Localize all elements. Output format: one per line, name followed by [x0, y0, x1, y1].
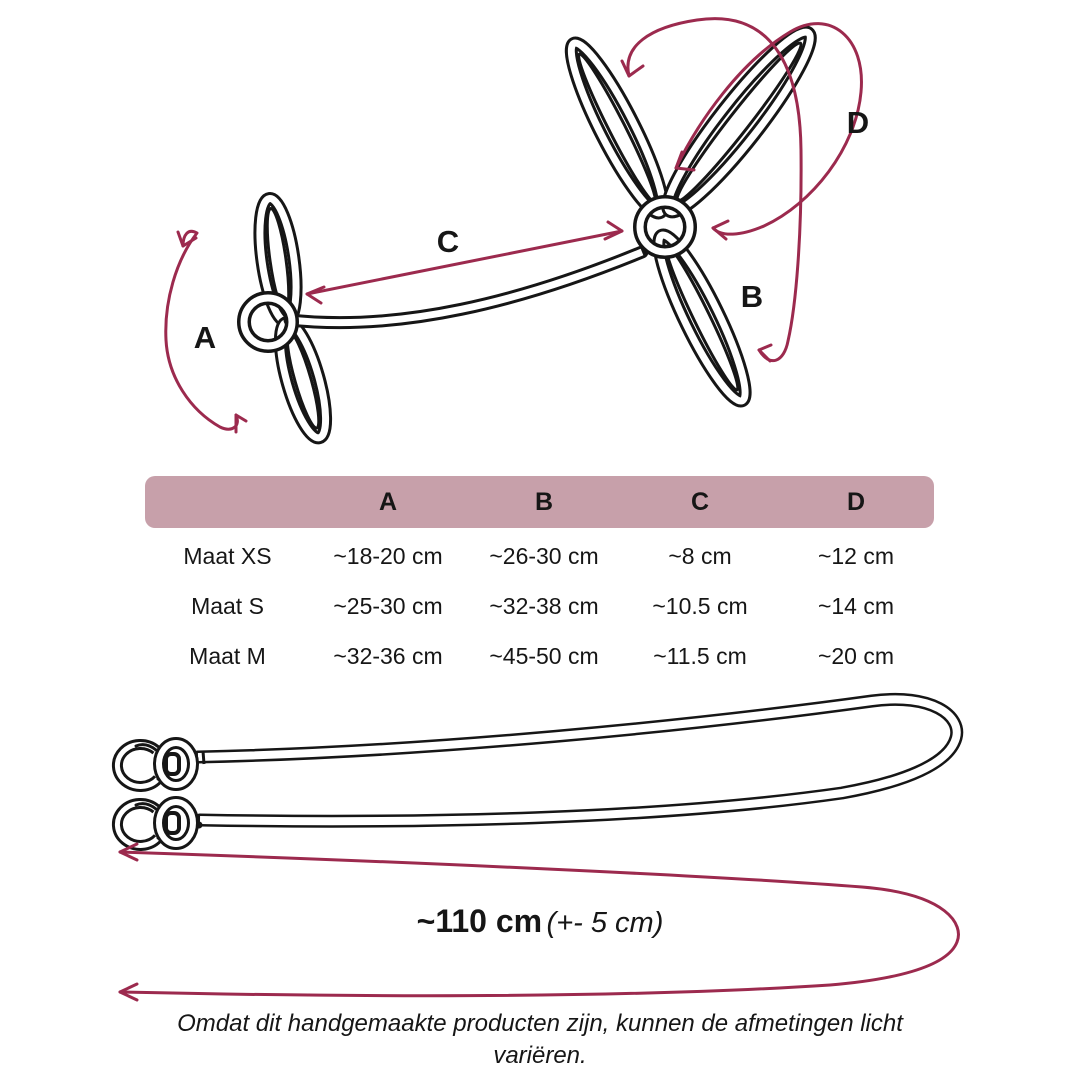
leash-diagram — [0, 680, 1080, 1010]
cell-value: ~25-30 cm — [333, 592, 443, 619]
cell-value: ~32-36 cm — [333, 642, 443, 669]
cell-value: ~12 cm — [817, 542, 895, 569]
row-label: Maat S — [191, 592, 264, 619]
measure-arrow-c — [307, 222, 622, 303]
row-label: Maat M — [189, 642, 266, 669]
cell-value: ~14 cm — [817, 592, 895, 619]
footnote-text: Omdat dit handgemaakte producten zijn, kunnen de afmetingen licht variëren. — [177, 1010, 903, 1070]
harness-diagram — [0, 0, 1080, 470]
cell-value: ~32-38 cm — [489, 592, 599, 619]
size-table-header — [145, 476, 934, 528]
cell-value: ~10.5 cm — [652, 592, 748, 619]
table-row — [145, 531, 934, 581]
label-d: D — [846, 105, 870, 140]
cell-value: ~26-30 cm — [489, 542, 599, 569]
leash-length-value: ~110 cm — [416, 903, 543, 939]
label-c: C — [436, 224, 460, 259]
cell-value: ~45-50 cm — [489, 642, 599, 669]
row-label: Maat XS — [183, 542, 272, 569]
leash-length-label — [0, 903, 1080, 940]
table-header-cell-a: A — [378, 487, 398, 516]
label-b: B — [740, 279, 764, 314]
cell-value: ~18-20 cm — [333, 542, 443, 569]
harness-drawing — [244, 21, 824, 442]
label-a: A — [193, 320, 217, 355]
cell-value: ~11.5 cm — [653, 642, 747, 669]
snap-hook — [117, 743, 193, 786]
table-header-cell-b: B — [534, 487, 554, 516]
snap-hook — [117, 802, 193, 845]
cell-value: ~20 cm — [817, 642, 895, 669]
leash-length-tolerance: (+- 5 cm) — [546, 907, 664, 939]
leash-strap — [196, 699, 957, 828]
table-header-cell-c: C — [690, 487, 710, 516]
table-header-cell-d: D — [846, 487, 866, 516]
footnote — [0, 1008, 1080, 1073]
cell-value: ~8 cm — [668, 542, 732, 569]
table-row — [145, 581, 934, 631]
table-row — [145, 631, 934, 681]
size-table — [145, 476, 934, 681]
